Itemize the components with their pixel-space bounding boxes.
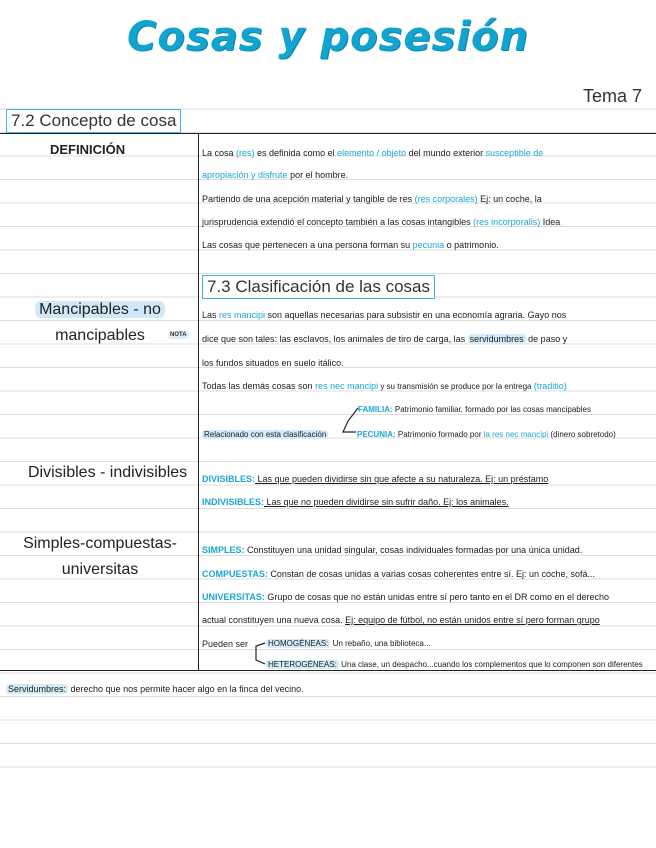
relacionado-line: Relacionado con esta clasificación bbox=[204, 430, 327, 439]
topic-label: Tema 7 bbox=[582, 86, 642, 106]
section-heading-clasificacion: 7.3 Clasificación de las cosas bbox=[202, 275, 435, 299]
div-line-1: DIVISIBLES: Las que pueden dividirse sin que afecte a su naturaleza. Ej: un préstamo bbox=[202, 474, 549, 484]
heterogeneas-line: HETEROGÉNEAS: Una clase, un despacho...cuando los complementos que lo componen son diferentes bbox=[268, 660, 643, 669]
manc-line-3: los fundos situados en suelo itálico. bbox=[202, 358, 344, 368]
label-divisibles: Divisibles - indivisibles bbox=[28, 464, 188, 481]
section-heading-concepto: 7.2 Concepto de cosa bbox=[6, 109, 181, 133]
def-line-4: jurisprudencia extendió el concepto también a las cosas intangibles (res incorporalis) Idea bbox=[202, 217, 561, 227]
nota-badge: NOTA bbox=[170, 332, 187, 338]
manc-line-4: Todas las demás cosas son res nec mancipi y su transmisión se produce por la entrega (traditio) bbox=[202, 381, 567, 391]
simp-line-1: SIMPLES: Constituyen una unidad singular, cosas individuales formadas por una única unidad. bbox=[202, 545, 583, 555]
footer-note: Servidumbres: derecho que nos permite hacer algo en la finca del vecino. bbox=[8, 684, 304, 694]
familia-line: FAMILIA: Patrimonio familiar, formado por las cosas mancipables bbox=[358, 405, 591, 414]
simp-line-3: UNIVERSITAS: Grupo de cosas que no están unidas entre sí pero tanto en el DR como en el derecho bbox=[202, 592, 610, 602]
label-mancipables-line2: mancipables bbox=[55, 327, 145, 344]
homogeneas-line: HOMOGÉNEAS: Un rebaño, una biblioteca... bbox=[268, 639, 431, 648]
label-simples bbox=[22, 535, 178, 579]
label-mancipables bbox=[32, 301, 168, 345]
label-simples-line2: universitas bbox=[61, 561, 139, 578]
label-definicion: DEFINICIÓN bbox=[50, 142, 126, 157]
manc-line-2: dice que son tales: las esclavos, los animales de tiro de carga, las servidumbres de paso y bbox=[202, 334, 568, 344]
label-mancipables-line1: Mancipables - no bbox=[35, 301, 165, 318]
def-line-3: Partiendo de una acepción material y tangible de res (res corporales) Ej: un coche, la bbox=[202, 194, 542, 204]
label-simples-line1: Simples-compuestas- bbox=[23, 535, 177, 552]
top-divider bbox=[0, 133, 656, 134]
div-line-2: INDIVISIBLES: Las que no pueden dividirse sin sufrir daño. Ej: los animales. bbox=[202, 497, 509, 507]
bracket-icon-2 bbox=[252, 640, 266, 668]
manc-line-1: Las res mancipi son aquellas necesarias para subsistir en una economía agraria. Gayo nos bbox=[202, 310, 567, 320]
def-line-2: apropiación y disfrute por el hombre. bbox=[202, 170, 349, 180]
simp-line-2: COMPUESTAS: Constan de cosas unidas a varias cosas coherentes entre sí. Ej: un coche, sofá... bbox=[202, 569, 596, 579]
simp-line-5: Pueden ser bbox=[202, 639, 249, 649]
page-title: Cosas y posesión bbox=[127, 14, 529, 60]
pecunia-line: PECUNIA: Patrimonio formado por la res nec mancipi (dinero sobretodo) bbox=[357, 430, 616, 439]
def-line-5: Las cosas que pertenecen a una persona forman su pecunia o patrimonio. bbox=[202, 240, 499, 250]
column-divider bbox=[198, 133, 199, 670]
simp-line-4: actual constituyen una nueva cosa. Ej: equipo de fútbol, no están unidos entre sí pero forman grupo bbox=[202, 615, 600, 625]
def-line-1: La cosa (res) es definida como el elemento / objeto del mundo exterior susceptible de bbox=[202, 148, 544, 158]
